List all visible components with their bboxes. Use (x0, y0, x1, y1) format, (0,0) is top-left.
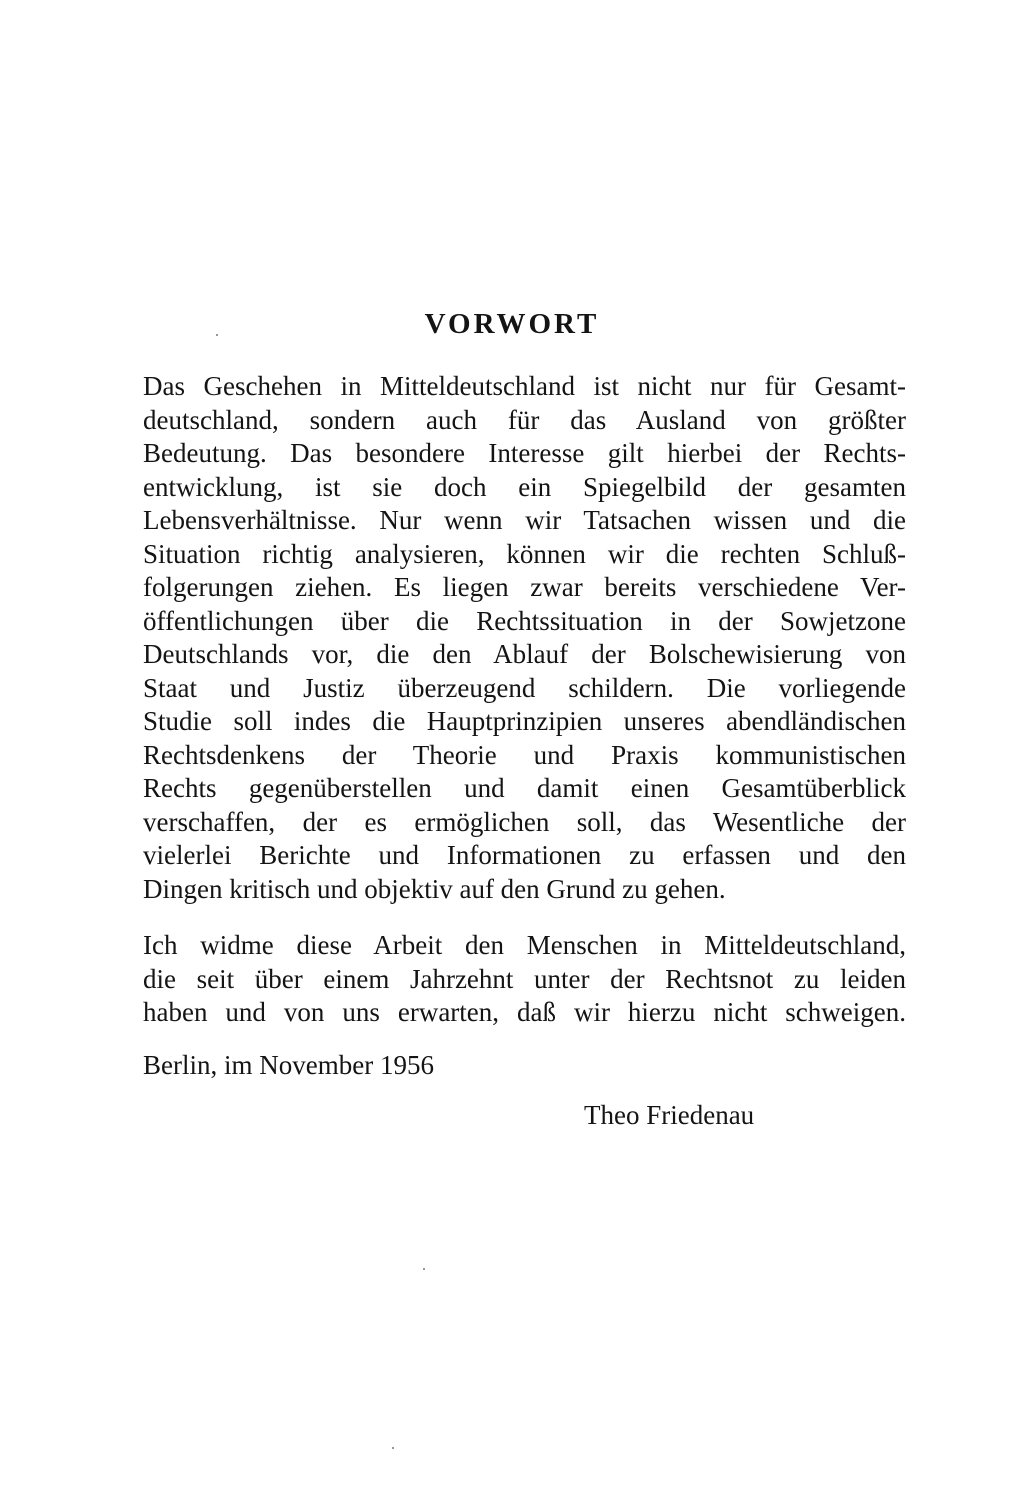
text-line: Bedeutung. Das besondere Interesse gilt hierbei der Rechts- (143, 438, 906, 468)
text-line: Staat und Justiz überzeugend schildern. Die vorliegende (143, 672, 906, 703)
place-and-date: Berlin, im November 1956 (143, 1050, 434, 1080)
text-line: Das Geschehen in Mitteldeutschland ist nicht nur für Gesamt- (143, 371, 906, 401)
text-line: Lebensverhältnisse. Nur wenn wir Tatsachen wissen und die (143, 505, 906, 535)
foreword-paragraph-1 (143, 370, 906, 906)
text-line: öffentlichungen über die Rechtssituation in der Sowjetzone (143, 605, 906, 636)
scan-speck (216, 334, 218, 336)
scan-speck (392, 1447, 394, 1449)
text-line: Situation richtig analysieren, können wir die rechten Schluß- (143, 538, 906, 569)
text-line: die seit über einem Jahrzehnt unter der Rechtsnot zu leiden (143, 963, 906, 994)
scan-speck (423, 1268, 425, 1270)
text-line: Deutschlands vor, die den Ablauf der Bolschewisierung von (143, 639, 906, 669)
text-line: haben und von uns erwarten, daß wir hierzu nicht schweigen. (143, 997, 906, 1027)
text-line: Ich widme diese Arbeit den Menschen in Mitteldeutschland, (143, 930, 906, 960)
text-line: Dingen kritisch und objektiv auf den Grund zu gehen. (143, 873, 726, 904)
text-line: Studie soll indes die Hauptprinzipien unseres abendländischen (143, 706, 906, 736)
text-line: folgerungen ziehen. Es liegen zwar bereits verschiedene Ver- (143, 572, 906, 602)
text-line: deutschland, sondern auch für das Ausland von größter (143, 404, 906, 435)
page-title: VORWORT (424, 308, 600, 340)
foreword-paragraph-2 (143, 929, 906, 1030)
text-line: verschaffen, der es ermöglichen soll, das Wesentliche der (143, 806, 906, 837)
text-line: Rechtsdenkens der Theorie und Praxis kommunistischen (143, 739, 906, 770)
text-line: entwicklung, ist sie doch ein Spiegelbild der gesamten (143, 471, 906, 502)
author-signature: Theo Friedenau (584, 1100, 755, 1130)
text-line: Rechts gegenüberstellen und damit einen Gesamtüberblick (143, 773, 906, 803)
text-line: vielerlei Berichte und Informationen zu erfassen und den (143, 840, 906, 870)
